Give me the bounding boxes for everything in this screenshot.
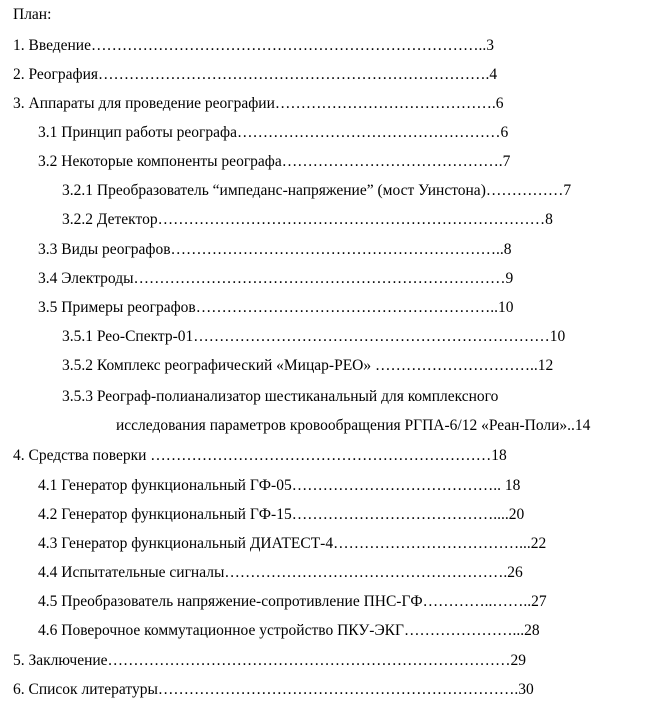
toc-entry-4-4: 4.4 Испытательные сигналы……………………………………………….26: [38, 564, 523, 581]
toc-entry-1: 1. Введение…………………………………………………………………..3: [13, 37, 494, 54]
toc-title: План:: [13, 6, 52, 23]
toc-entry-3-2: 3.2 Некоторые компоненты реографа…………………………………….7: [38, 153, 511, 170]
toc-entry-3-2-2: 3.2.2 Детектор…………………………………………………………………8: [62, 211, 553, 228]
toc-entry-6: 6. Список литературы…………………………………………………………….30: [13, 681, 534, 698]
toc-entry-4-2: 4.2 Генератор функциональный ГФ-15…………………………………....20: [38, 506, 525, 523]
toc-entry-4-5: 4.5 Преобразователь напряжение-сопротивление ПНС-ГФ…………..……..27: [38, 593, 547, 610]
toc-entry-3-5-2: 3.5.2 Комплекс реографический «Мицар-РЕО» …………………………..12: [62, 357, 554, 374]
toc-entry-4-1: 4.1 Генератор функциональный ГФ-05………………………………….. 18: [38, 477, 521, 494]
toc-entry-4-3: 4.3 Генератор функциональный ДИАТЕСТ-4………………………………...22: [38, 535, 547, 552]
toc-entry-4: 4. Средства поверки …………………………………………………………18: [13, 447, 507, 464]
toc-entry-4-6: 4.6 Поверочное коммутационное устройство ПКУ-ЭКГ…………………...28: [38, 622, 540, 639]
toc-entry-3-2-1: 3.2.1 Преобразователь “импеданс-напряжение” (мост Уинстона)……………7: [62, 182, 572, 199]
toc-entry-5: 5. Заключение……………………………………………………………………29: [13, 652, 527, 669]
toc-entry-3-5-1: 3.5.1 Рео-Спектр-01……………………………………………………………10: [62, 328, 566, 345]
toc-entry-2: 2. Реография………………………………………………………………….4: [13, 66, 498, 83]
toc-entry-3-4: 3.4 Электроды………………………………………………………………9: [38, 270, 514, 287]
toc-entry-3-5-3: 3.5.3 Реограф-полианализатор шестиканальный для комплексного: [62, 388, 499, 405]
toc-entry-3-3: 3.3 Виды реографов………………………………………………………..8: [38, 241, 512, 258]
toc-entry-3-5: 3.5 Примеры реографов…………………………………………………..10: [38, 299, 514, 316]
toc-entry-3-5-3-cont: исследования параметров кровообращения РГПА-6/12 «Реан-Поли»..14: [116, 417, 591, 434]
toc-entry-3-1: 3.1 Принцип работы реографа……………………………………………6: [38, 124, 509, 141]
toc-entry-3: 3. Аппараты для проведение реографии…………………………………….6: [13, 95, 504, 112]
